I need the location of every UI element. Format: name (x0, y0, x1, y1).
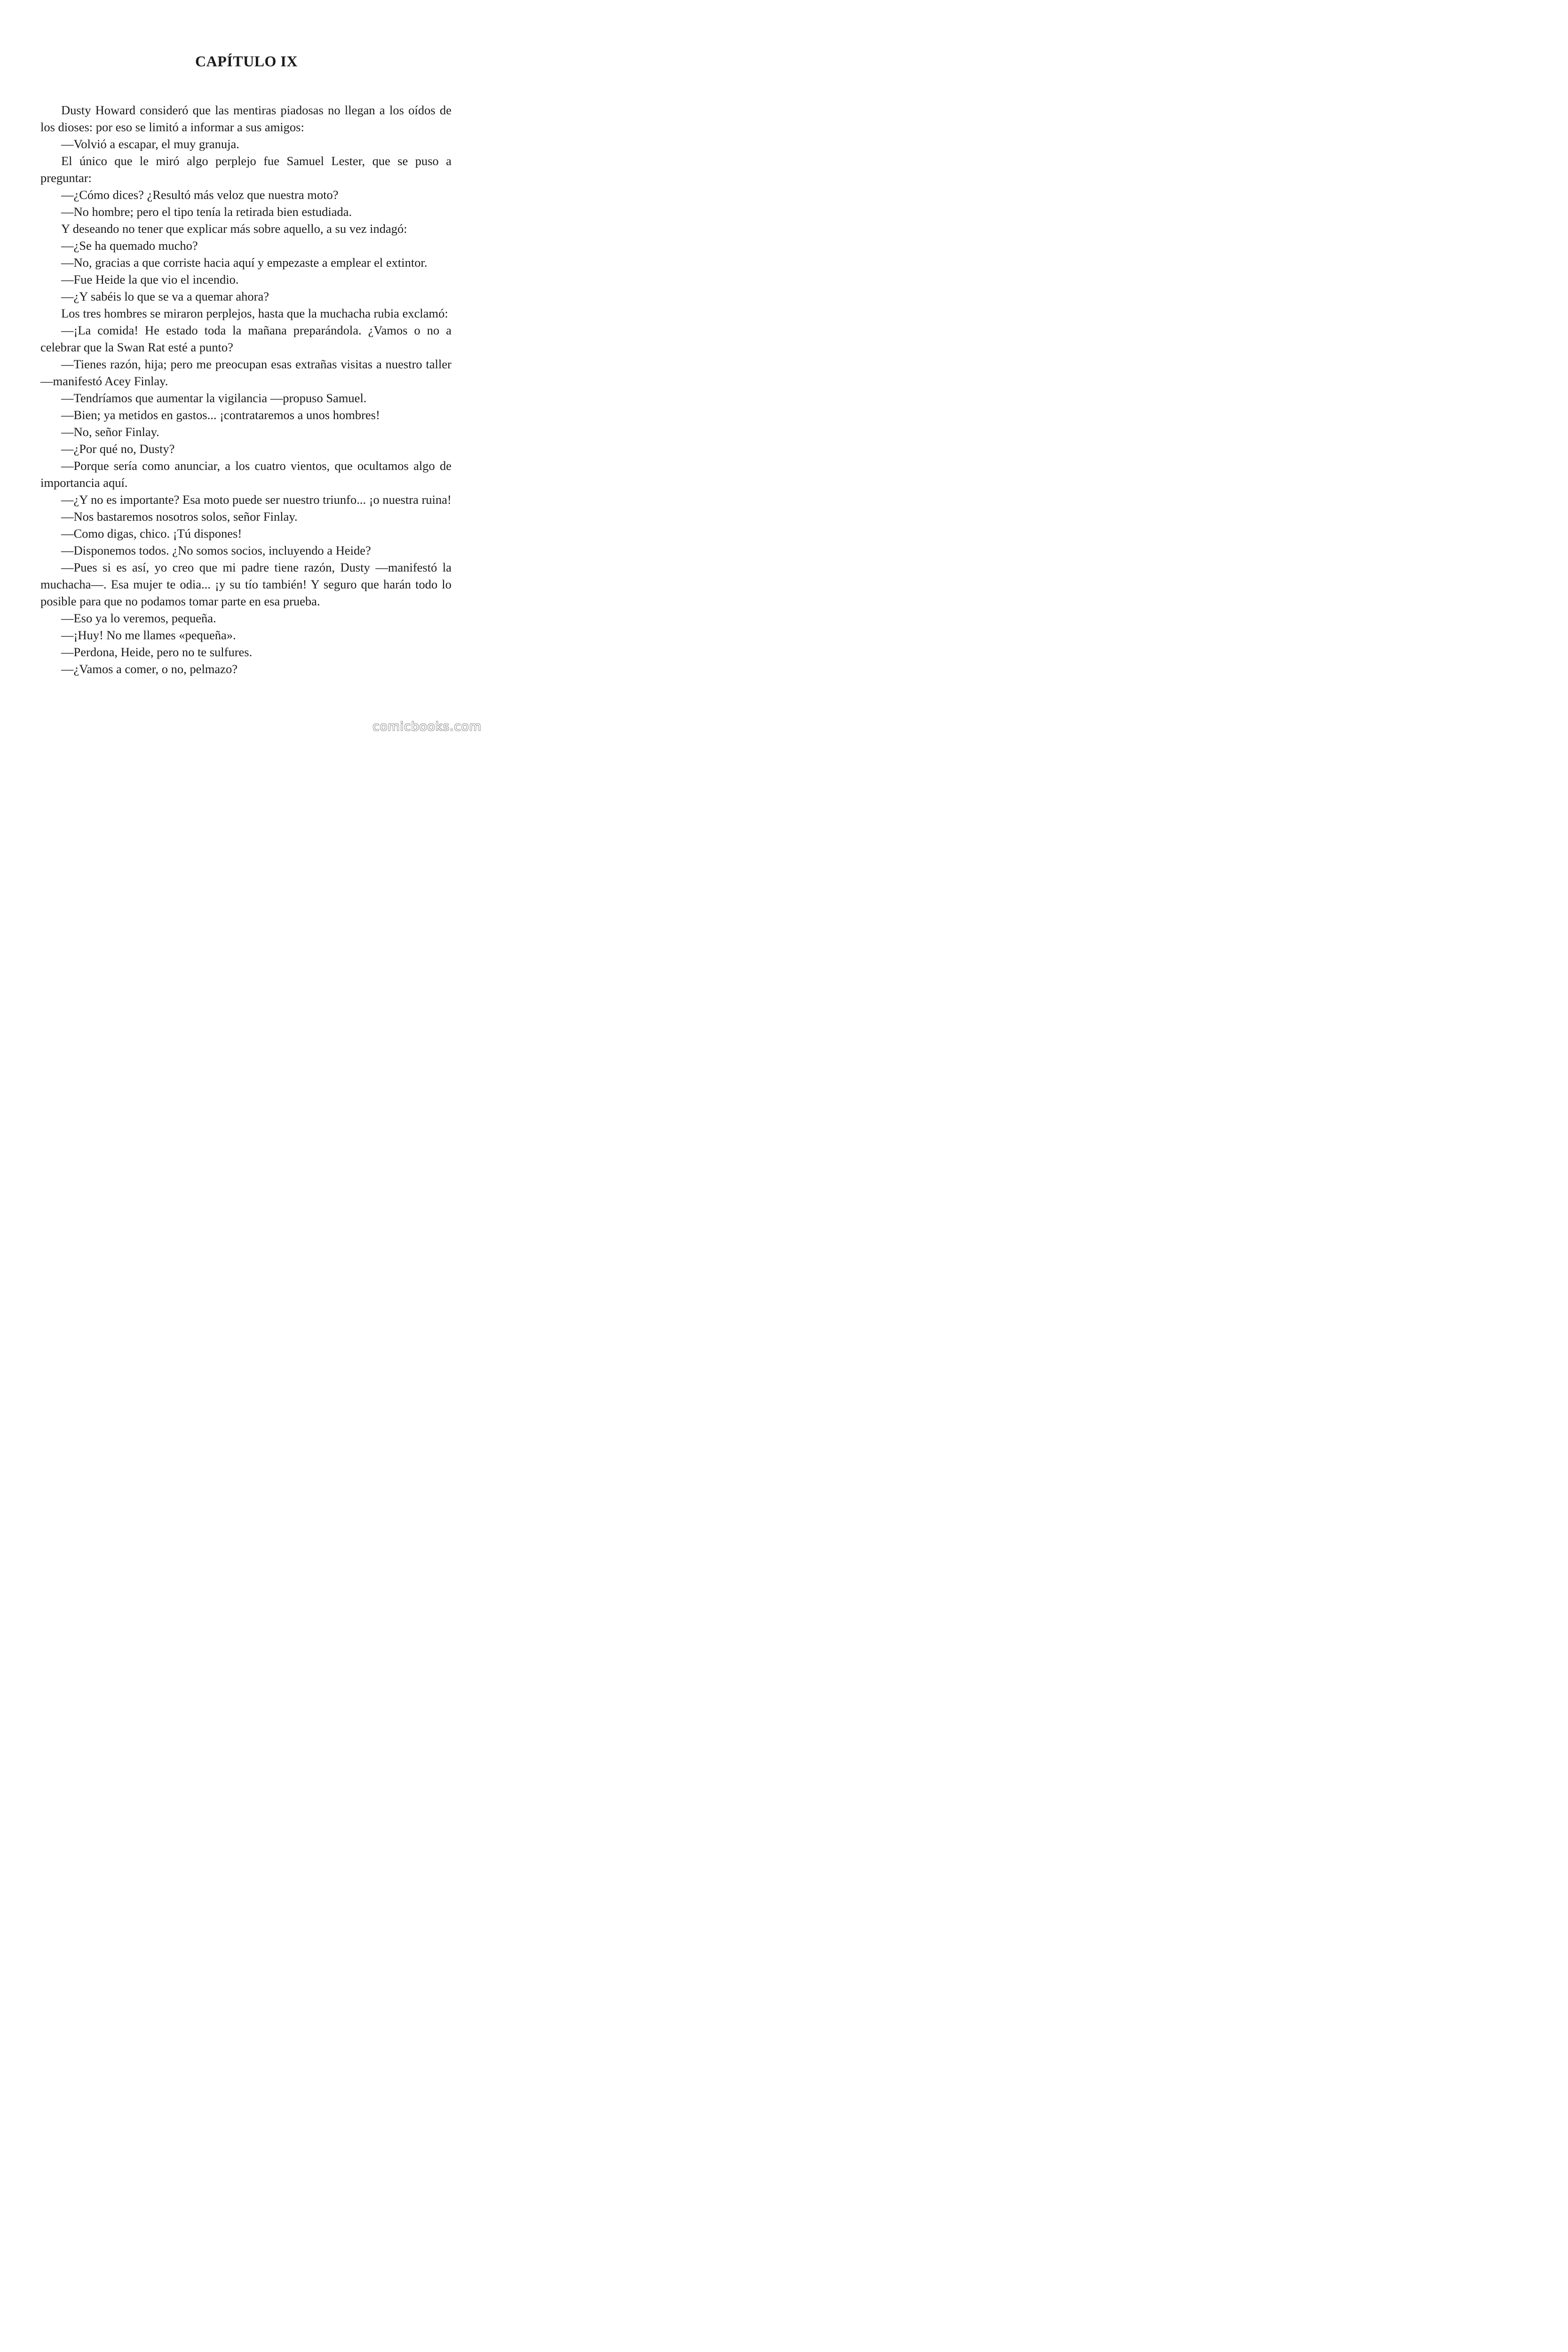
paragraph: Dusty Howard consideró que las mentiras piadosas no llegan a los oídos de los dioses: por eso se limitó a informar a sus amigos: (40, 103, 451, 134)
paragraph: —¡La comida! He estado toda la mañana preparándola. ¿Vamos o no a celebrar que la Swan Rat esté a punto? (40, 323, 451, 354)
paragraph: Y deseando no tener que explicar más sobre aquello, a su vez indagó: (61, 222, 407, 236)
paragraph: —Pues si es así, yo creo que mi padre tiene razón, Dusty —manifestó la muchacha—. Esa mujer te odia... ¡y su tío también! Y seguro que harán todo lo posible para que no podamos tomar parte en esa prueba. (40, 560, 451, 608)
paragraph: —Eso ya lo veremos, pequeña. (61, 611, 216, 625)
paragraph: —¿Se ha quemado mucho? (61, 238, 198, 253)
paragraph: —No, gracias a que corriste hacia aquí y empezaste a emplear el extintor. (61, 255, 428, 270)
paragraph: Los tres hombres se miraron perplejos, hasta que la muchacha rubia exclamó: (61, 306, 448, 320)
paragraph: El único que le miró algo perplejo fue Samuel Lester, que se puso a preguntar: (40, 154, 451, 185)
book-page (0, 0, 493, 739)
paragraph: —Volvió a escapar, el muy granuja. (61, 137, 239, 151)
paragraph: —Porque sería como anunciar, a los cuatro vientos, que ocultamos algo de importancia aquí. (40, 459, 451, 490)
watermark: comicbooks.com (372, 720, 482, 734)
paragraph: —¡Huy! No me llames «pequeña». (61, 628, 236, 642)
paragraph: —Bien; ya metidos en gastos... ¡contrataremos a unos hombres! (61, 408, 380, 422)
paragraph: —Tendríamos que aumentar la vigilancia —propuso Samuel. (61, 391, 367, 405)
paragraph: —¿Por qué no, Dusty? (61, 442, 175, 456)
paragraph: —Fue Heide la que vio el incendio. (61, 272, 239, 286)
paragraph: —Tienes razón, hija; pero me preocupan esas extrañas visitas a nuestro taller —manifestó Acey Finlay. (40, 357, 451, 388)
paragraph: —¿Y sabéis lo que se va a quemar ahora? (61, 289, 269, 303)
paragraph: —¿Cómo dices? ¿Resultó más veloz que nuestra moto? (61, 188, 339, 202)
paragraph: —No hombre; pero el tipo tenía la retirada bien estudiada. (61, 205, 352, 219)
chapter-title: CAPÍTULO IX (195, 53, 298, 70)
paragraph: —Disponemos todos. ¿No somos socios, incluyendo a Heide? (61, 543, 371, 557)
paragraph: —Como digas, chico. ¡Tú dispones! (61, 526, 242, 540)
paragraph: —¿Vamos a comer, o no, pelmazo? (61, 662, 238, 676)
chapter-body (40, 102, 451, 677)
paragraph: —¿Y no es importante? Esa moto puede ser nuestro triunfo... ¡o nuestra ruina! (61, 493, 451, 507)
paragraph: —Perdona, Heide, pero no te sulfures. (61, 645, 253, 659)
paragraph: —Nos bastaremos nosotros solos, señor Finlay. (61, 509, 298, 524)
paragraph: —No, señor Finlay. (61, 425, 159, 439)
